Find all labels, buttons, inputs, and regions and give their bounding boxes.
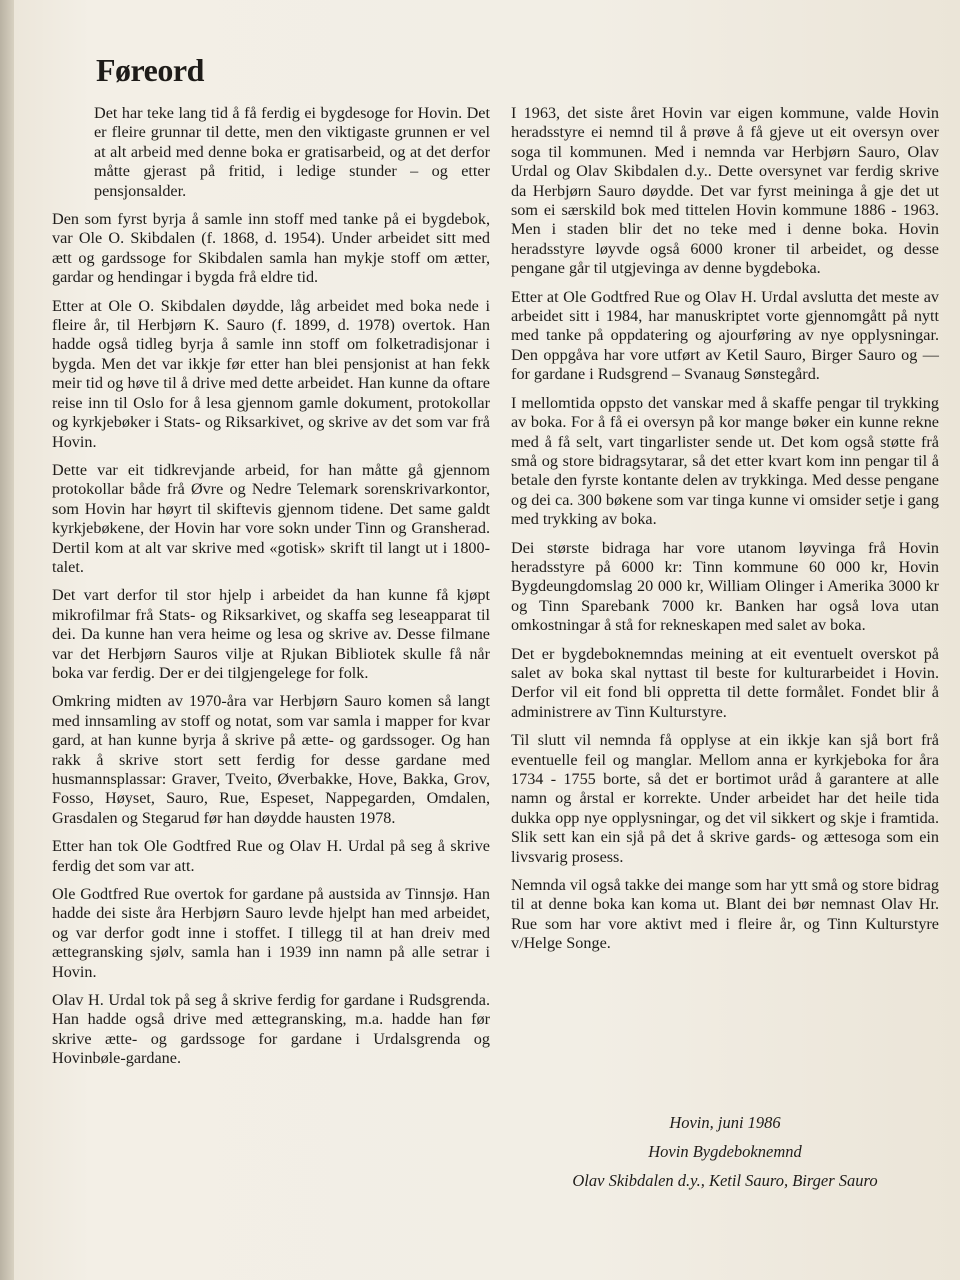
paragraph: Omkring midten av 1970-åra var Herbjørn Sauro komen så langt med innsamling av stoff og notat, som var samla i mapper for kvar gard, at han kunne byrja å skrive på ætte- og gardssoger. Og han rakk å skrive stort sett ferdig for desse gardane med husmannsplassar: Graver, Tveito, Øverbakke, Hove, Bakka, Grov, Fosso, Høyset, Sauro, Rue, Espeset, Nappegarden, Omdalen, Grasdalen og Stegarud før han døydde hausten 1978.	[52, 692, 490, 827]
paragraph: Dette var eit tidkrevjande arbeid, for han måtte gå gjennom protokollar både frå Øvre og Nedre Telemark sorenskrivarkontor, som Hovin har høyrt til skiftevis gjennom tidene. Det same galdt kyrkjebøkene, der Hovin har vore sokn under Tinn og Gransherad. Dertil kom at alt var skrive med «gotisk» skrift til langt ut i 1800-talet.	[52, 460, 490, 576]
signature-block	[511, 1108, 939, 1195]
signature-place-date: Hovin, juni 1986	[669, 1113, 781, 1132]
paragraph: Etter at Ole O. Skibdalen døydde, låg arbeidet med boka nede i fleire år, til Herbjørn K. Sauro (f. 1899, d. 1978) overtok. Han hadde også tidleg byrja å samle inn stoff om folketradisjonar i bygda. Men det var ikkje før etter han blei pensjonist at han fekk meir tid og høve til å drive med dette arbeidet. Han kunne da oftare reise inn til Oslo for å lesa gjennom gamle dokument, protokollar og kyrkjebøker i Stats- og Riksarkivet, og skrive av det som var frå Hovin.	[52, 296, 490, 451]
paragraph: I mellomtida oppsto det vanskar med å skaffe pengar til trykking av boka. For å få ei oversyn på kor mange bøker ein kunne rekne med å få selt, vart tingarlister sende ut. Det kom også støtte frå små og store bidragsytarar, så det etter kvart kom inn pengar til å betale den fyrste kontante delen av trykkinga. Med desse pengane og dei ca. 300 bøkene som var tinga kunne vi omsider setje i gang med trykking av boka.	[511, 393, 939, 529]
paragraph: I 1963, det siste året Hovin var eigen kommune, valde Hovin heradsstyre ei nemnd til å prøve å få gjeve ut eit oversyn over soga til kommunen. Med i nemnda var Herbjørn Sauro, Olav Urdal og Olav Skibdalen d.y.. Dette oversynet var ferdig skrive da Herbjørn Sauro døydde. Det var fyrst meininga å gje det ut som ei særskild bok med tittelen Hovin kommune 1886 - 1963. Men i staden blir det no teke med i denne boka. Hovin heradsstyre løyvde også 6000 kroner til arbeidet, og desse pengane går til utgjevinga av denne bygdeboka.	[511, 104, 939, 278]
signature-committee: Hovin Bygdeboknemnd	[648, 1142, 802, 1161]
right-text-column	[511, 104, 939, 963]
paragraph: Til slutt vil nemnda få opplyse at ein ikkje kan sjå bort frå eventuelle feil og manglar. Mellom anna er kyrkjeboka for åra 1734 - 1755 borte, så det er bortimot uråd å garantere at alle namn og årstal er korrekte. Under arbeidet har det heile tida dukka opp nye opplysningar, og det vil sikkert og skje i framtida. Slik sett kan ein sjå på det å skrive gards- og ættesoga som ein livsvarig prosess.	[511, 731, 939, 866]
paragraph: Olav H. Urdal tok på seg å skrive ferdig for gardane i Rudsgrenda. Han hadde også drive med ættegransking, m.a. hadde han før skrive ætte- og gardssoge for gardane i Urdalsgrenda og Hovinbøle-gardane.	[52, 991, 490, 1068]
paragraph: Etter at Ole Godtfred Rue og Olav H. Urdal avslutta det meste av arbeidet sitt i 1984, har manuskriptet vorte gjennomgått på nytt med tanke på oppdatering og ajourføring av nye opplysningar. Den oppgåva har vore utført av Ketil Sauro, Birger Sauro og — for gardane i Rudsgrend – Svanaug Sønstegård.	[511, 287, 939, 384]
paragraph: Det er bygdeboknemndas meining at eit eventuelt overskot på salet av boka skal nyttast til beste for kulturarbeidet i Hovin. Derfor vil eit fond bli oppretta til dette formålet. Fondet blir å administrere av Tinn Kulturstyre.	[511, 644, 939, 721]
paragraph: Ole Godtfred Rue overtok for gardane på austsida av Tinnsjø. Han hadde dei siste åra Herbjørn Sauro levde hjelpt han med arbeidet, og var derfor godt inne i stoffet. I tillegg til at han dreiv med ættegransking sjølv, samla han i 1939 inn namn på alle setrar i Hovin.	[52, 885, 490, 981]
signature-names: Olav Skibdalen d.y., Ketil Sauro, Birger Sauro	[572, 1171, 878, 1190]
paragraph: Det har teke lang tid å få ferdig ei bygdesoge for Hovin. Det er fleire grunnar til dette, men den viktigaste grunnen er vel at alt arbeid med denne boka er gratisarbeid, og at det derfor måtte gjerast på fritid, i ledige stunder – og etter pensjonsalder.	[94, 104, 490, 200]
paragraph: Den som fyrst byrja å samle inn stoff med tanke på ei bygdebok, var Ole O. Skibdalen (f. 1868, d. 1954). Under arbeidet sitt med ætt og gardssoge for Skibdalen samla han mykje stoff om ætter, gardar og hendingar i bygda frå eldre tid.	[52, 210, 490, 287]
book-spine-shadow	[0, 0, 14, 1280]
paragraph: Dei største bidraga har vore utanom løyvinga frå Hovin heradsstyre på 6000 kr: Tinn kommune 60 000 kr, Hovin Bygdeungdomslag 20 000 kr, William Olinger i Amerika 3000 kr og Tinn Sparebank 7000 kr. Banken har også lova utan omkostningar å stå for rekneskapen med salet av boka.	[511, 538, 939, 635]
page-title: Føreord	[96, 52, 204, 88]
paragraph: Det vart derfor til stor hjelp i arbeidet da han kunne få kjøpt mikrofilmar frå Stats- og Riksarkivet, og skaffa seg leseapparat til dei. Da kunne han vera heime og lesa og skrive av. Desse filmane var det Herbjørn Sauros vilje at Rjukan Bibliotek skulle få når boka var ferdig. Der er dei tilgjengelege for folk.	[52, 586, 490, 682]
paragraph: Nemnda vil også takke dei mange som har ytt små og store bidrag til at denne boka kan koma ut. Blant dei bør nemnast Olav Hr. Rue som har vore aktivt med i fleire år, og Tinn Kulturstyre v/Helge Songe.	[511, 876, 939, 953]
left-text-column	[52, 104, 490, 1078]
paragraph: Etter han tok Ole Godtfred Rue og Olav H. Urdal på seg å skrive ferdig det som var att.	[52, 837, 490, 875]
